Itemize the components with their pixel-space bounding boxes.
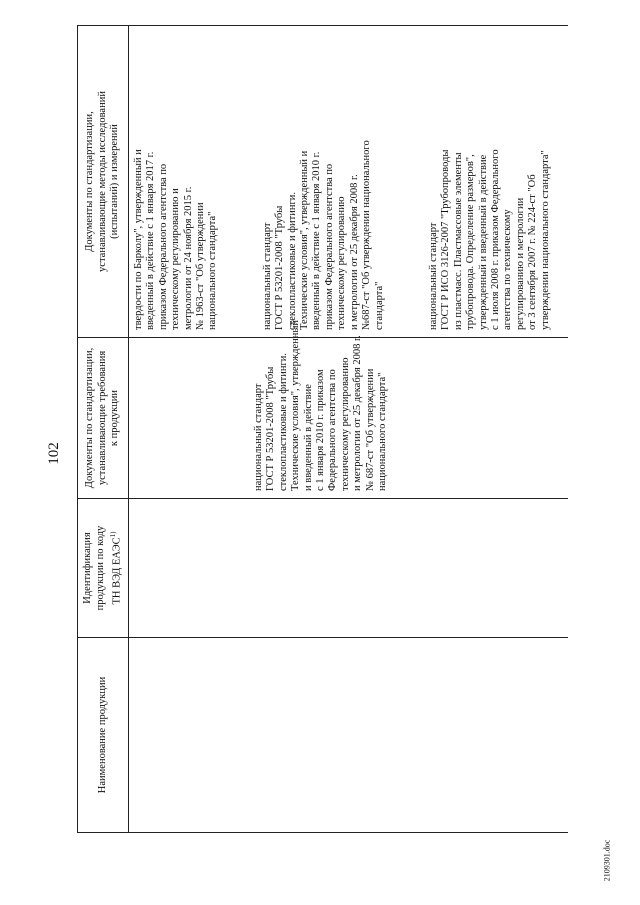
tn-ved-code-cell	[129, 499, 568, 638]
entry-line: ГОСТ Р 53201-2008 "Трубы	[274, 205, 286, 330]
page-number-text: 102	[45, 441, 62, 465]
header-footnote-mark: 1)	[108, 531, 117, 538]
entry-line: приказом Федерального агентства по	[323, 163, 335, 330]
entry-line: национальный стандарт	[261, 222, 273, 330]
entry-line: национальный стандарт	[427, 222, 439, 330]
entry-line: ГОСТ Р ИСО 3126-2007 "Трубопроводы	[440, 149, 452, 330]
standard-entry-barcol-hardness	[133, 31, 220, 330]
entry-line: и введенный в действие	[302, 384, 314, 491]
entry-line: национальный стандарт	[253, 383, 264, 491]
entry-line: и метрологии от 25 декабря 2008 г.	[348, 174, 360, 330]
standards-table-rotated	[77, 25, 568, 833]
entry-line: метрологии от 24 ноября 2015 г.	[182, 186, 194, 330]
entry-line: с 1 января 2010 г. приказом	[315, 369, 327, 491]
header-tn-ved-line: ТН ВЭД ЕАЭС	[111, 537, 123, 605]
footer-document-code	[587, 839, 627, 881]
entry-line: от 3 сентября 2007 г. № 224-ст "Об	[527, 174, 539, 330]
page-number	[39, 438, 69, 468]
header-tn-ved-code	[77, 499, 129, 638]
standard-entry-gost-r-53201	[253, 319, 389, 491]
entry-line: утверждении национального стандарта"	[539, 150, 551, 330]
entry-line: твердости по Барколу", утвержденный и	[133, 149, 144, 330]
standards-table-frame	[77, 25, 568, 833]
entry-line: техническому регулированию	[339, 357, 351, 491]
header-methods-line: устанавливающие методы исследований	[96, 91, 108, 272]
methods-docs-cell	[129, 25, 568, 338]
entry-line: агентства по техническому	[502, 209, 514, 330]
product-name-cell	[129, 638, 568, 833]
spacer	[133, 343, 253, 491]
entry-line: №687-ст "Об утверждении национального	[361, 140, 373, 330]
entry-line: ГОСТ Р 53201-2008 "Трубы	[265, 366, 277, 491]
standards-table	[77, 25, 568, 833]
spacer	[230, 31, 262, 330]
entry-line: национального стандарта"	[207, 211, 219, 330]
entry-line: Технические условия", утвержденный	[290, 319, 302, 491]
header-requirements-line: устанавливающие требования	[96, 350, 108, 486]
header-requirements-docs	[77, 338, 129, 499]
entry-line: техническому регулированию и	[170, 188, 182, 330]
entry-line: Технические условия", утвержденный и	[299, 150, 311, 330]
entry-line: трубопровода. Определение размеров",	[465, 154, 477, 330]
spacer	[396, 31, 428, 330]
header-tn-ved-line: продукции по коду	[94, 525, 106, 611]
entry-line: стеклопластиковые и фитинги.	[286, 191, 298, 330]
header-requirements-line: к продукции	[109, 389, 121, 447]
header-methods-line: Документы по стандартизации,	[84, 111, 96, 252]
entry-line: с 1 июля 2008 г. приказом Федерального	[489, 149, 501, 330]
footer-document-code-text: 2109301.doc	[602, 839, 612, 881]
entry-line: № 687-ст "Об утверждении	[364, 368, 376, 491]
standard-entry-gost-r-iso-3126	[428, 31, 552, 330]
entry-line: стандарта"	[373, 281, 385, 330]
header-methods-line: (испытаний) и измерений	[109, 124, 121, 239]
entry-line: утвержденный и введенный в действие	[477, 154, 489, 330]
header-product-name-line: Наименование продукции	[96, 676, 108, 794]
entry-line: введенный в действие с 1 января 2010 г.	[311, 151, 323, 330]
entry-line: национального стандарта"	[377, 372, 389, 491]
entry-line: приказом Федерального агентства по	[157, 163, 169, 330]
entry-line: техническому регулированию	[336, 196, 348, 330]
header-tn-ved-line: Идентификация	[82, 532, 94, 604]
entry-line: введенный в действие с 1 января 2017 г.	[145, 151, 157, 330]
requirements-docs-cell	[129, 319, 568, 499]
header-methods-docs	[77, 25, 129, 338]
entry-line: и метрологии от 25 декабря 2008 г.	[352, 335, 364, 491]
entry-line: Федерального агентства по	[327, 369, 339, 491]
entry-line: регулированию и метрологии	[514, 197, 526, 330]
header-requirements-line: Документы по стандартизации,	[84, 347, 96, 489]
entry-line: из пластмасс. Пластмассовые элементы	[452, 152, 464, 330]
entry-line: стеклопластиковые и фитинги.	[277, 352, 289, 491]
standard-entry-gost-r-53201	[262, 31, 386, 330]
header-product-name	[77, 638, 129, 833]
entry-line: № 1963-ст "Об утверждении	[195, 202, 207, 330]
